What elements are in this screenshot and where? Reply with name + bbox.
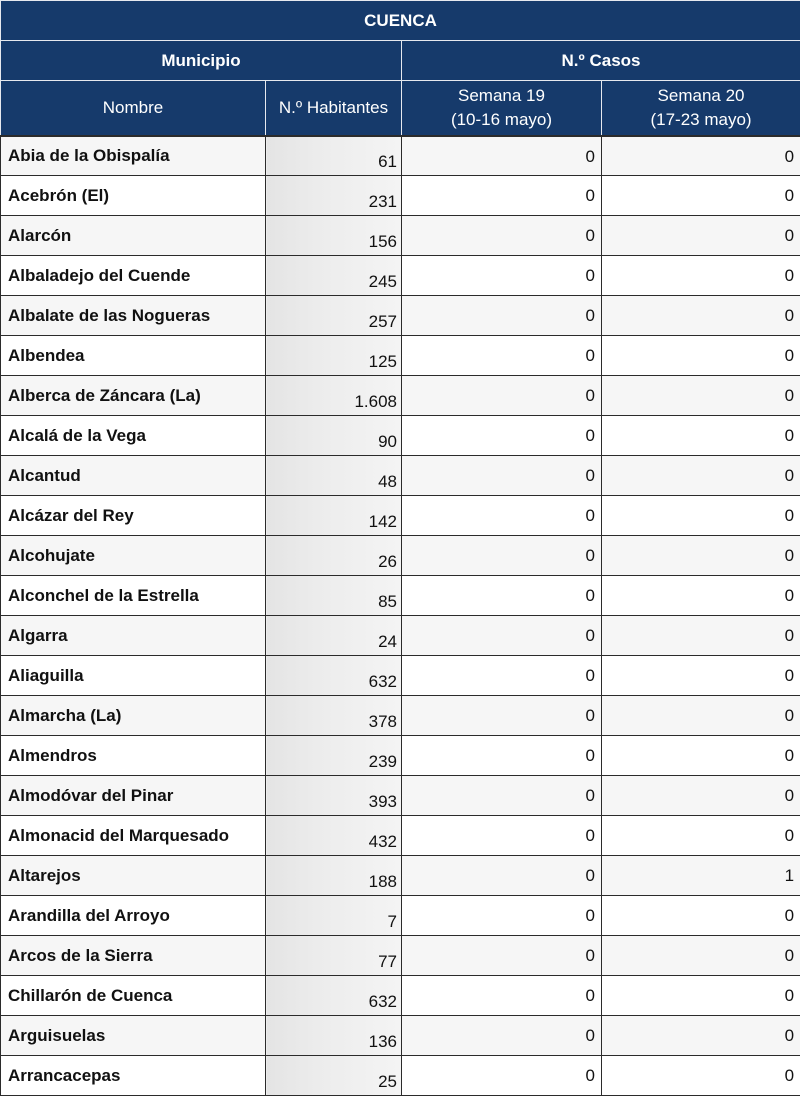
cell-semana-19: 0 <box>402 976 602 1016</box>
table-row <box>1 656 800 696</box>
table-row <box>1 376 800 416</box>
cell-semana-20: 0 <box>602 736 800 776</box>
group-header-municipio: Municipio <box>1 41 402 81</box>
table-row <box>1 856 800 896</box>
cell-semana-20: 0 <box>602 216 800 256</box>
cell-semana-20: 0 <box>602 496 800 536</box>
cell-habitantes: 393 <box>266 776 402 816</box>
cell-semana-19: 0 <box>402 1056 602 1096</box>
table-row <box>1 176 800 216</box>
cell-semana-20: 0 <box>602 976 800 1016</box>
semana-19-dates: (10-16 mayo) <box>451 110 552 129</box>
table-row <box>1 136 800 176</box>
cell-habitantes: 77 <box>266 936 402 976</box>
cell-semana-19: 0 <box>402 576 602 616</box>
table-row <box>1 256 800 296</box>
cell-semana-20: 0 <box>602 376 800 416</box>
cell-semana-19: 0 <box>402 176 602 216</box>
cell-nombre: Alcázar del Rey <box>1 496 266 536</box>
table-row <box>1 216 800 256</box>
table-row <box>1 776 800 816</box>
cell-semana-20: 0 <box>602 1016 800 1056</box>
cell-habitantes: 90 <box>266 416 402 456</box>
cell-semana-19: 0 <box>402 136 602 176</box>
cell-semana-19: 0 <box>402 656 602 696</box>
cell-nombre: Arrancacepas <box>1 1056 266 1096</box>
cell-habitantes: 632 <box>266 976 402 1016</box>
cell-semana-20: 0 <box>602 296 800 336</box>
cell-semana-20: 0 <box>602 176 800 216</box>
cell-habitantes: 1.608 <box>266 376 402 416</box>
table-row <box>1 736 800 776</box>
column-header-semana-20 <box>602 81 800 136</box>
table-row <box>1 336 800 376</box>
cell-semana-19: 0 <box>402 856 602 896</box>
cell-semana-19: 0 <box>402 896 602 936</box>
cell-nombre: Algarra <box>1 616 266 656</box>
cell-nombre: Albalate de las Nogueras <box>1 296 266 336</box>
cell-nombre: Alcantud <box>1 456 266 496</box>
cell-semana-20: 0 <box>602 776 800 816</box>
column-header-nombre: Nombre <box>1 81 266 136</box>
semana-20-dates: (17-23 mayo) <box>650 110 751 129</box>
cell-nombre: Aliaguilla <box>1 656 266 696</box>
table-row <box>1 896 800 936</box>
cell-nombre: Chillarón de Cuenca <box>1 976 266 1016</box>
cell-nombre: Arcos de la Sierra <box>1 936 266 976</box>
cell-semana-20: 0 <box>602 816 800 856</box>
table-row <box>1 696 800 736</box>
semana-19-label: Semana 19 <box>458 86 545 105</box>
cell-nombre: Albaladejo del Cuende <box>1 256 266 296</box>
table-body <box>1 136 800 1096</box>
cell-semana-19: 0 <box>402 256 602 296</box>
cell-semana-20: 0 <box>602 336 800 376</box>
cell-semana-19: 0 <box>402 296 602 336</box>
cell-habitantes: 48 <box>266 456 402 496</box>
cell-semana-20: 0 <box>602 456 800 496</box>
cell-nombre: Acebrón (El) <box>1 176 266 216</box>
cell-semana-20: 0 <box>602 136 800 176</box>
cell-nombre: Alberca de Záncara (La) <box>1 376 266 416</box>
cell-habitantes: 245 <box>266 256 402 296</box>
cell-habitantes: 239 <box>266 736 402 776</box>
cell-habitantes: 257 <box>266 296 402 336</box>
cell-habitantes: 7 <box>266 896 402 936</box>
cell-semana-20: 0 <box>602 936 800 976</box>
cell-semana-20: 0 <box>602 656 800 696</box>
table-row <box>1 456 800 496</box>
cell-semana-19: 0 <box>402 416 602 456</box>
cell-habitantes: 156 <box>266 216 402 256</box>
cell-nombre: Almendros <box>1 736 266 776</box>
table-row <box>1 1016 800 1056</box>
table-row <box>1 496 800 536</box>
cell-habitantes: 378 <box>266 696 402 736</box>
cell-nombre: Alcalá de la Vega <box>1 416 266 456</box>
cell-habitantes: 26 <box>266 536 402 576</box>
cell-semana-20: 0 <box>602 576 800 616</box>
cell-semana-19: 0 <box>402 536 602 576</box>
table-row <box>1 416 800 456</box>
cell-nombre: Abia de la Obispalía <box>1 136 266 176</box>
cell-semana-19: 0 <box>402 936 602 976</box>
cell-habitantes: 231 <box>266 176 402 216</box>
cell-nombre: Arguisuelas <box>1 1016 266 1056</box>
table-row <box>1 816 800 856</box>
table-row <box>1 976 800 1016</box>
cell-semana-19: 0 <box>402 736 602 776</box>
cell-semana-19: 0 <box>402 336 602 376</box>
column-header-semana-19 <box>402 81 602 136</box>
cell-nombre: Albendea <box>1 336 266 376</box>
cell-nombre: Alarcón <box>1 216 266 256</box>
cell-semana-19: 0 <box>402 496 602 536</box>
cell-semana-20: 0 <box>602 416 800 456</box>
cell-semana-20: 0 <box>602 696 800 736</box>
cell-habitantes: 25 <box>266 1056 402 1096</box>
cell-semana-20: 0 <box>602 1056 800 1096</box>
cell-habitantes: 632 <box>266 656 402 696</box>
cell-nombre: Altarejos <box>1 856 266 896</box>
cell-habitantes: 142 <box>266 496 402 536</box>
cell-nombre: Almonacid del Marquesado <box>1 816 266 856</box>
cell-nombre: Arandilla del Arroyo <box>1 896 266 936</box>
cell-nombre: Almarcha (La) <box>1 696 266 736</box>
cell-habitantes: 24 <box>266 616 402 656</box>
cell-semana-20: 0 <box>602 896 800 936</box>
table-row <box>1 576 800 616</box>
table-row <box>1 296 800 336</box>
table-row <box>1 936 800 976</box>
cell-semana-19: 0 <box>402 696 602 736</box>
cell-nombre: Almodóvar del Pinar <box>1 776 266 816</box>
cell-semana-19: 0 <box>402 216 602 256</box>
group-header-casos: N.º Casos <box>402 41 800 81</box>
cell-semana-20: 1 <box>602 856 800 896</box>
cell-semana-20: 0 <box>602 536 800 576</box>
cell-semana-19: 0 <box>402 376 602 416</box>
cell-semana-20: 0 <box>602 256 800 296</box>
cell-habitantes: 61 <box>266 136 402 176</box>
table-title: CUENCA <box>1 1 800 41</box>
cell-habitantes: 432 <box>266 816 402 856</box>
cell-habitantes: 125 <box>266 336 402 376</box>
semana-20-label: Semana 20 <box>658 86 745 105</box>
table-row <box>1 616 800 656</box>
cell-nombre: Alconchel de la Estrella <box>1 576 266 616</box>
cell-semana-19: 0 <box>402 776 602 816</box>
table-row <box>1 536 800 576</box>
cell-semana-19: 0 <box>402 816 602 856</box>
cell-semana-19: 0 <box>402 1016 602 1056</box>
cell-nombre: Alcohujate <box>1 536 266 576</box>
cell-habitantes: 136 <box>266 1016 402 1056</box>
cell-habitantes: 188 <box>266 856 402 896</box>
cell-semana-19: 0 <box>402 456 602 496</box>
cell-semana-19: 0 <box>402 616 602 656</box>
cell-habitantes: 85 <box>266 576 402 616</box>
table-row <box>1 1056 800 1096</box>
cell-semana-20: 0 <box>602 616 800 656</box>
column-header-habitantes: N.º Habitantes <box>266 81 402 136</box>
